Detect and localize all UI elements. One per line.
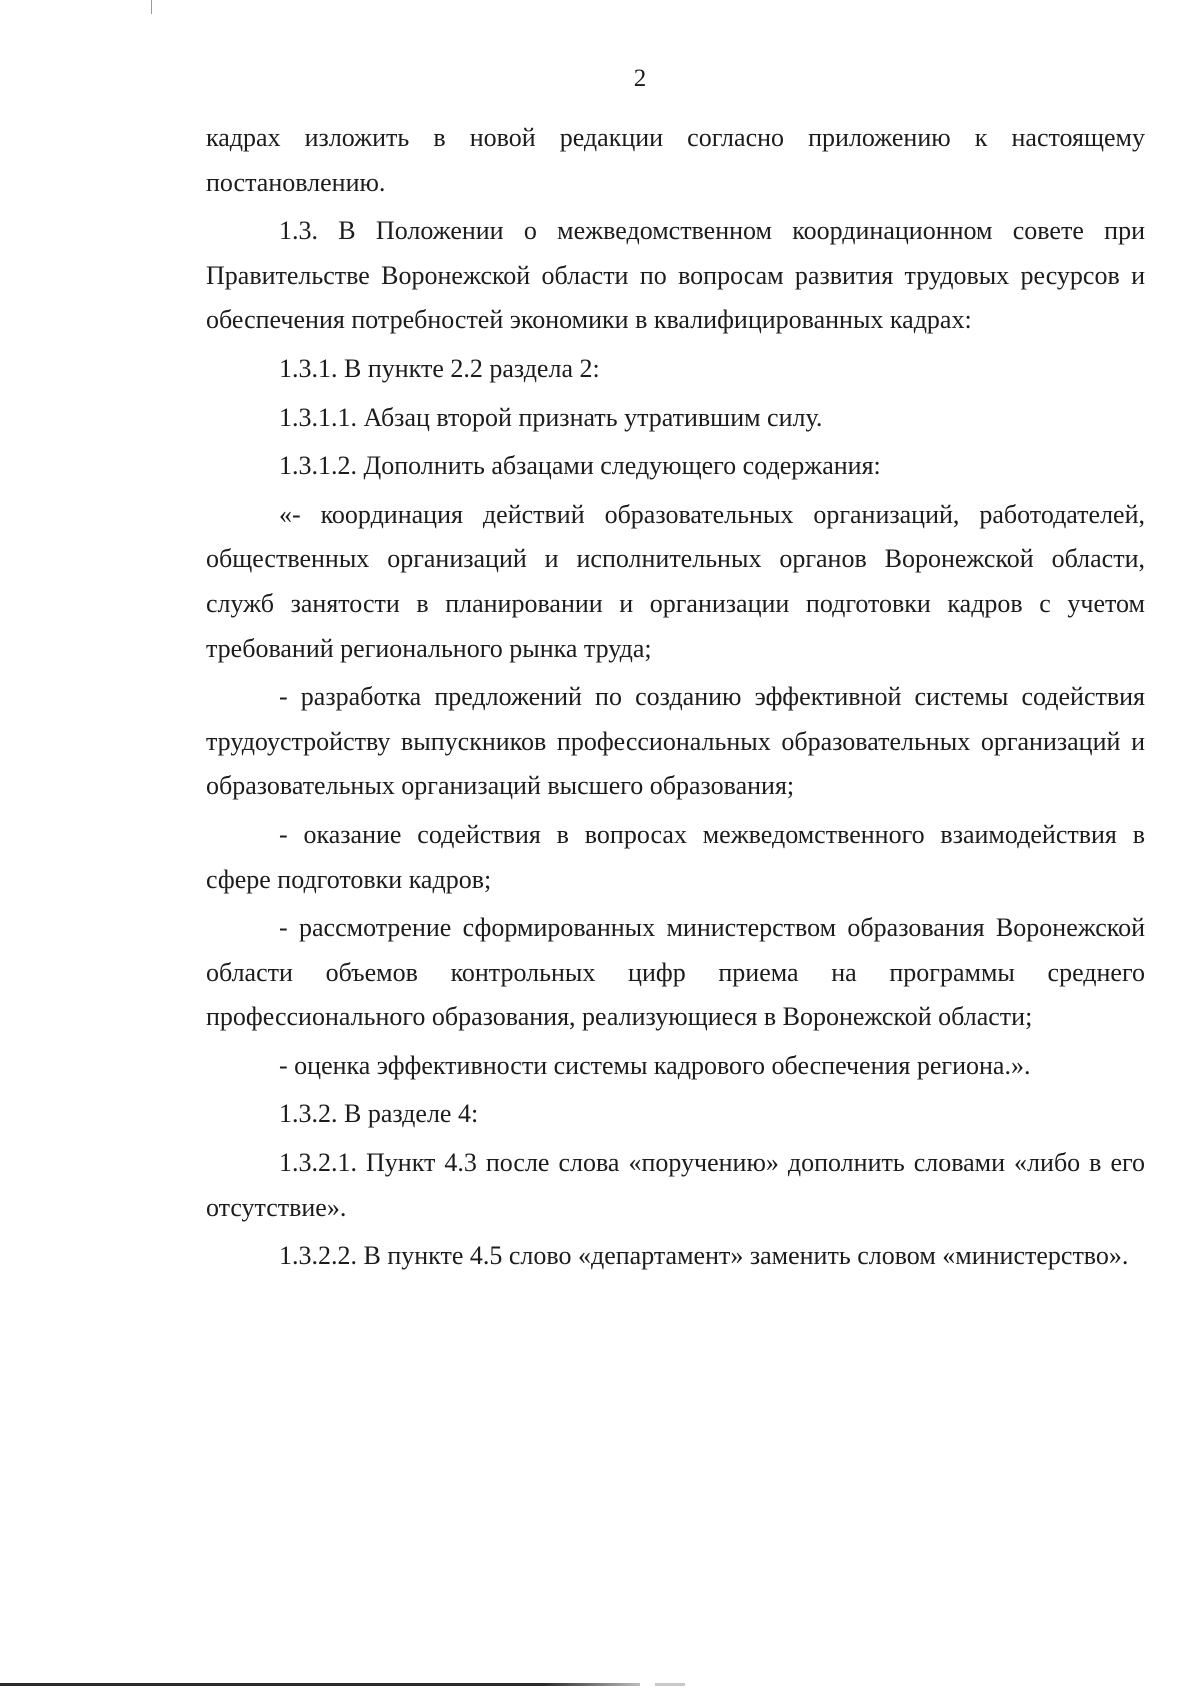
list-item-coordination: «- координация действий образовательных организаций, работодателей, общественных организаций и исполнительных органов Воронежской области, служб занятости в планировании и организации подготовки кадров с учетом требований регионального рынка труда; [206, 499, 1145, 663]
list-item-review: - рассмотрение сформированных министерством образования Воронежской области объемов контрольных цифр приема на программы среднего профессионального образования, реализующиеся в Воронежской области; [206, 913, 1145, 1032]
paragraph-1-3: 1.3. В Положении о межведомственном координационном совете при Правительстве Воронежской области по вопросам развития трудовых ресурсов и обеспечения потребностей экономики в квалифицированных кадрах: [206, 216, 1145, 335]
paragraph-1-3-1-1: 1.3.1.1. Абзац второй признать утратившим силу. [279, 402, 823, 432]
scan-edge-mark [151, 0, 152, 14]
document-body [206, 116, 1145, 1283]
list-item-proposals: - разработка предложений по созданию эффективной системы содействия трудоустройству выпускников профессиональных образовательных организаций и образовательных организаций высшего образования; [206, 682, 1145, 801]
paragraph-1-3-2-1: 1.3.2.1. Пункт 4.3 после слова «поручению» дополнить словами «либо в его отсутствие». [206, 1148, 1145, 1222]
bottom-scan-line [0, 1683, 640, 1686]
paragraph-continuation: кадрах изложить в новой редакции согласно приложению к настоящему постановлению. [206, 123, 1145, 197]
paragraph-1-3-2: 1.3.2. В разделе 4: [279, 1099, 479, 1129]
paragraph-1-3-1-2: 1.3.1.2. Дополнить абзацами следующего содержания: [279, 451, 881, 481]
list-item-assistance: - оказание содействия в вопросах межведомственного взаимодействия в сфере подготовки кадров; [206, 819, 1145, 894]
paragraph-1-3-1: 1.3.1. В пункте 2.2 раздела 2: [279, 353, 600, 383]
page-number: 2 [633, 65, 647, 92]
bottom-scan-line-tail [655, 1683, 685, 1686]
list-item-evaluation: - оценка эффективности системы кадрового обеспечения региона.». [279, 1050, 1031, 1080]
paragraph-1-3-2-2: 1.3.2.2. В пункте 4.5 слово «департамент» заменить словом «министерство». [279, 1241, 1129, 1271]
